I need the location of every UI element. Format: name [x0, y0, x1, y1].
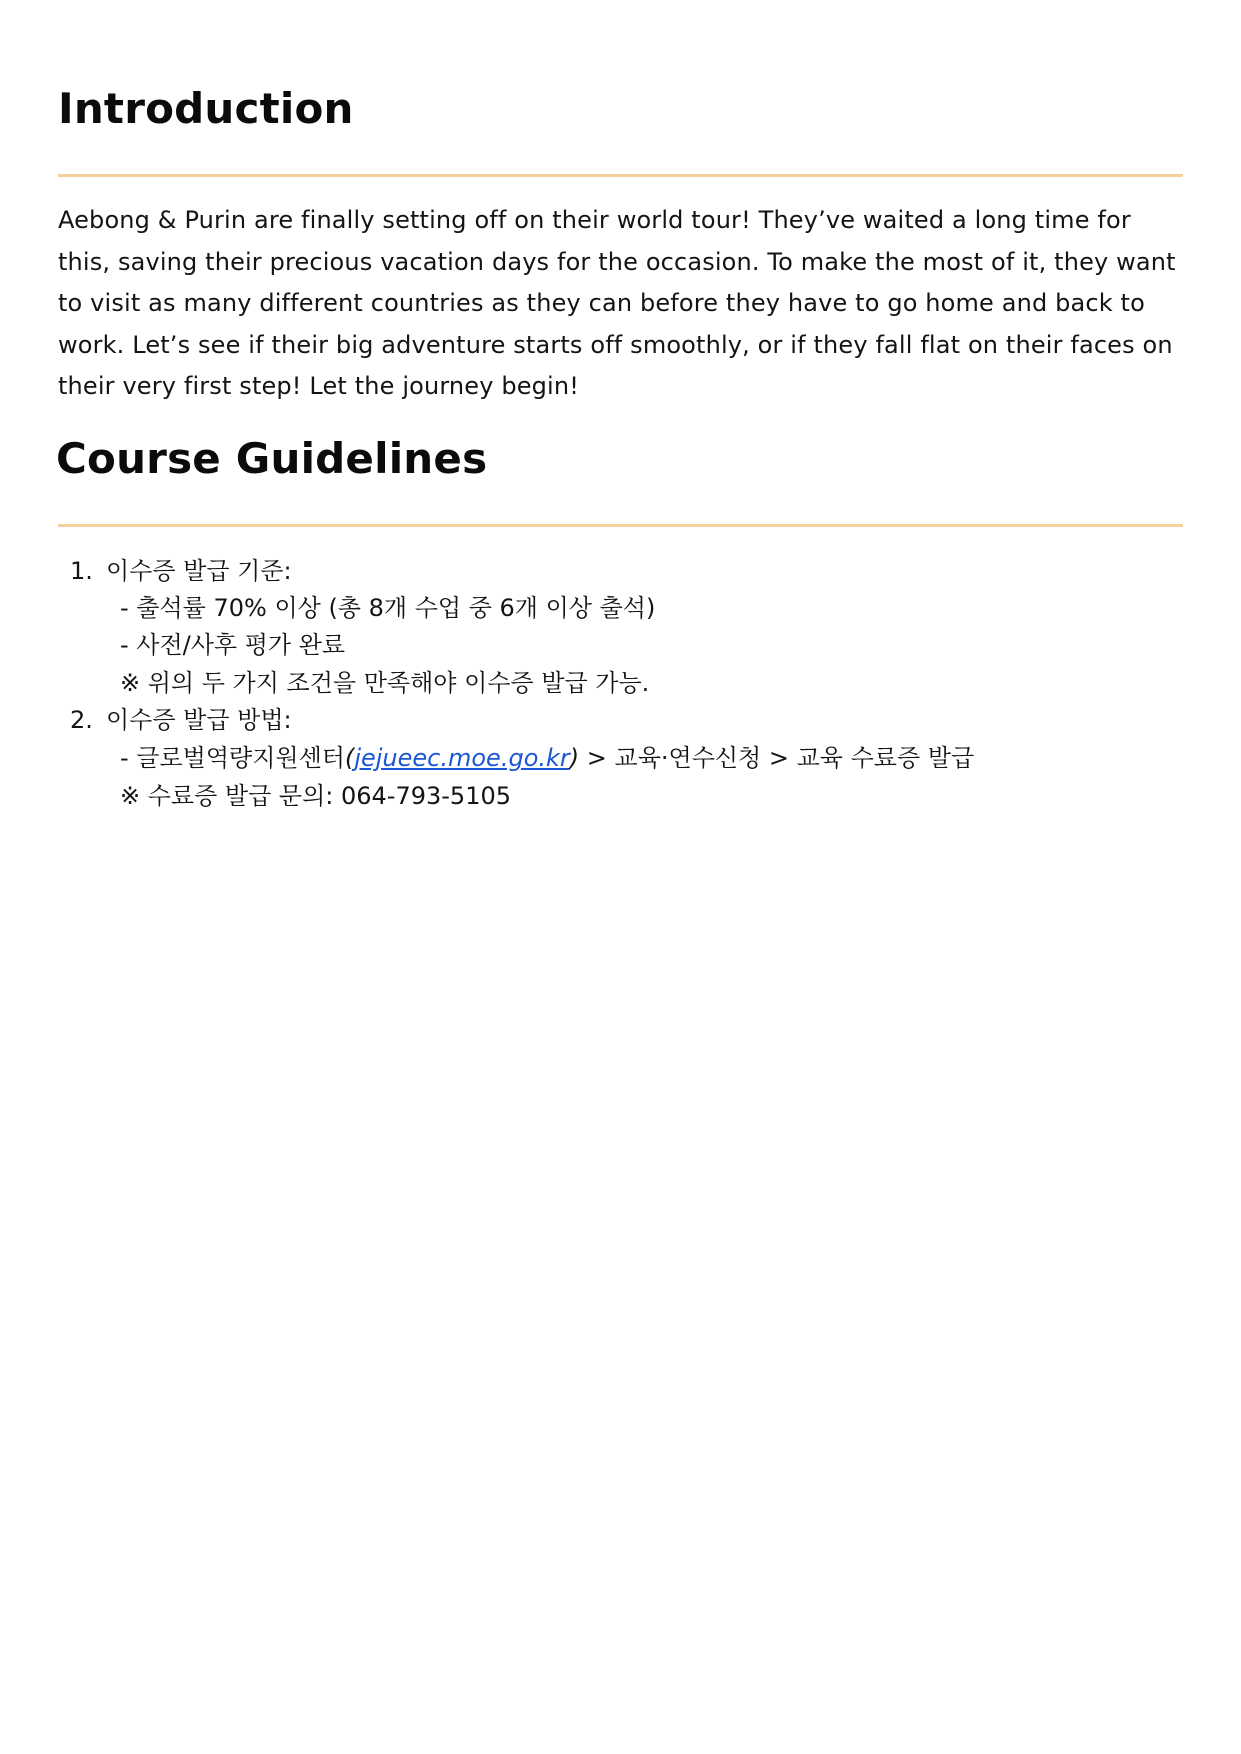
introduction-divider: [58, 174, 1183, 177]
certificate-method-title: 이수증 발급 방법:: [106, 706, 292, 734]
certificate-criteria-title: 이수증 발급 기준:: [106, 557, 292, 585]
list-number: 2.: [70, 706, 93, 734]
introduction-paragraph: Aebong & Purin are finally setting off on their world tour! They’ve waited a long time for this, saving their precious vacation days for the occasion. To make the most of it, they want to visit as many different countries as they can before they have to go home and back to work. Let’s see if their big adventure starts off smoothly, or if they fall flat on their faces on their very first step! Let the journey begin!: [58, 206, 1176, 400]
inquiry-note: ※ 수료증 발급 문의: 064-793-5105: [120, 782, 512, 810]
list-item: [58, 701, 1183, 739]
method-path: [120, 739, 974, 777]
list-item: [58, 552, 1183, 590]
criteria-assessment: - 사전/사후 평가 완료: [120, 631, 346, 659]
criteria-note: ※ 위의 두 가지 조건을 만족해야 이수증 발급 가능.: [120, 669, 650, 697]
paren-close: ): [569, 744, 580, 772]
introduction-heading: Introduction: [58, 84, 354, 133]
course-guidelines-heading: Course Guidelines: [56, 434, 488, 483]
course-guidelines-divider: [58, 524, 1183, 527]
paren-open: (: [344, 744, 355, 772]
center-name: - 글로벌역량지원센터: [120, 744, 345, 772]
menu-path: > 교육·연수신청 > 교육 수료증 발급: [579, 744, 975, 772]
criteria-attendance: - 출석률 70% 이상 (총 8개 수업 중 6개 이상 출석): [120, 594, 656, 622]
list-number: 1.: [70, 557, 93, 585]
center-website-link[interactable]: jejueec.moe.go.kr: [354, 744, 570, 772]
